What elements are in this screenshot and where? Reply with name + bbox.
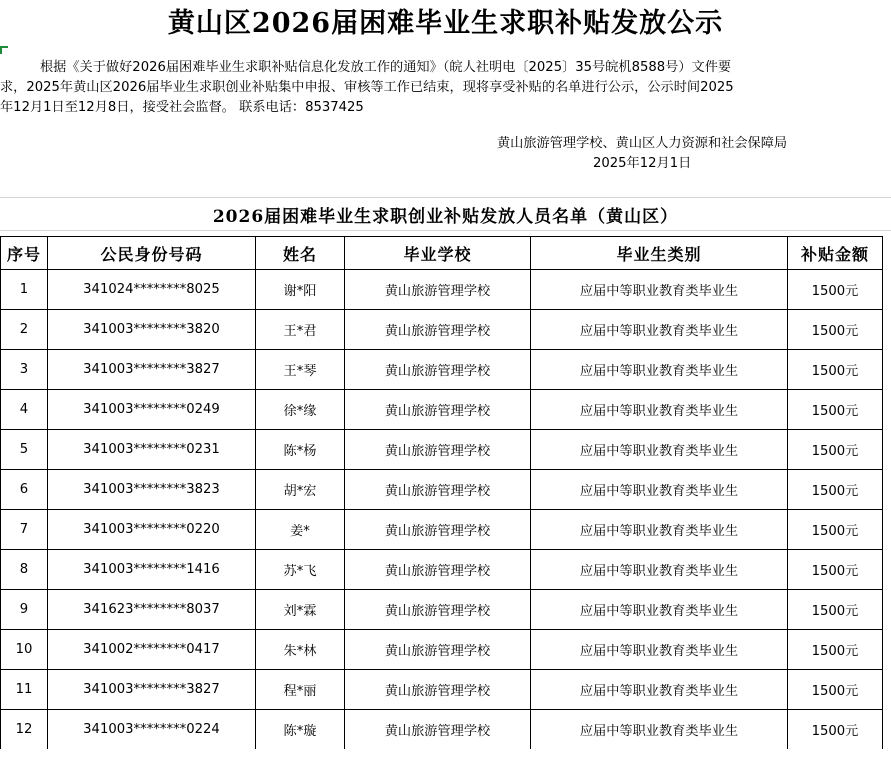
cell-name[interactable]: 苏*飞 [256,550,345,590]
header-school: 毕业学校 [345,237,531,270]
notice-paragraph [0,58,891,118]
page-title: 黄山区2026届困难毕业生求职补贴发放公示 [167,8,724,39]
cell-id-number[interactable]: 341003********1416 [48,550,256,590]
cell-school[interactable]: 黄山旅游管理学校 [345,670,531,710]
cell-id-number[interactable]: 341003********0224 [48,710,256,750]
cell-amount[interactable]: 1500元 [788,430,883,470]
cell-name[interactable]: 姜* [256,510,345,550]
cell-category[interactable]: 应届中等职业教育类毕业生 [531,270,788,310]
header-serial: 序号 [1,237,48,270]
cell-school[interactable]: 黄山旅游管理学校 [345,430,531,470]
notice-line [0,58,891,78]
cell-id-number[interactable]: 341003********3820 [48,310,256,350]
grid-line [0,230,891,231]
cell-amount[interactable]: 1500元 [788,670,883,710]
cell-name[interactable]: 陈*璇 [256,710,345,750]
cell-serial[interactable]: 11 [1,670,48,710]
table-header-row [1,237,883,270]
cell-amount[interactable]: 1500元 [788,270,883,310]
cell-amount[interactable]: 1500元 [788,310,883,350]
cell-id-number[interactable]: 341024********8025 [48,270,256,310]
cell-amount[interactable]: 1500元 [788,350,883,390]
cell-id-number[interactable]: 341003********0231 [48,430,256,470]
notice-line: 求，2025年黄山区2026届毕业生求职创业补贴集中申报、审核等工作已结束，现将享受补贴的名单进行公示，公示时间2025 [0,80,734,95]
notice-line-text: 根据《关于做好2026届困难毕业生求职补贴信息化发放工作的通知》（皖人社明电〔2025〕35号皖机8588号）文件要 [40,60,732,75]
cell-name[interactable]: 朱*林 [256,630,345,670]
table-row [1,430,883,470]
cell-serial[interactable]: 9 [1,590,48,630]
subsidy-table [0,236,883,749]
cell-amount[interactable]: 1500元 [788,510,883,550]
cell-name[interactable]: 徐*缘 [256,390,345,430]
header-id-number: 公民身份号码 [48,237,256,270]
cell-serial[interactable]: 5 [1,430,48,470]
cell-name[interactable]: 王*琴 [256,350,345,390]
cell-serial[interactable]: 2 [1,310,48,350]
table-title: 2026届困难毕业生求职创业补贴发放人员名单（黄山区） [212,207,679,227]
cell-serial[interactable]: 1 [1,270,48,310]
cell-id-number[interactable]: 341623********8037 [48,590,256,630]
cell-category[interactable]: 应届中等职业教育类毕业生 [531,510,788,550]
cell-school[interactable]: 黄山旅游管理学校 [345,630,531,670]
cell-amount[interactable]: 1500元 [788,630,883,670]
cell-amount[interactable]: 1500元 [788,710,883,750]
cell-name[interactable]: 王*君 [256,310,345,350]
table-row [1,390,883,430]
cell-category[interactable]: 应届中等职业教育类毕业生 [531,630,788,670]
cell-amount[interactable]: 1500元 [788,590,883,630]
cell-id-number[interactable]: 341003********3823 [48,470,256,510]
cell-category[interactable]: 应届中等职业教育类毕业生 [531,550,788,590]
header-name: 姓名 [256,237,345,270]
notice-line: 年12月1日至12月8日，接受社会监督。 联系电话：8537425 [0,100,364,115]
cell-error-indicator-icon [0,46,8,54]
cell-category[interactable]: 应届中等职业教育类毕业生 [531,470,788,510]
cell-name[interactable]: 陈*杨 [256,430,345,470]
cell-school[interactable]: 黄山旅游管理学校 [345,590,531,630]
header-category: 毕业生类别 [531,237,788,270]
table-row [1,710,883,750]
cell-category[interactable]: 应届中等职业教育类毕业生 [531,590,788,630]
grid-line [0,197,891,198]
cell-category[interactable]: 应届中等职业教育类毕业生 [531,430,788,470]
cell-name[interactable]: 刘*霖 [256,590,345,630]
header-amount: 补贴金额 [788,237,883,270]
table-row [1,470,883,510]
cell-name[interactable]: 胡*宏 [256,470,345,510]
cell-id-number[interactable]: 341003********3827 [48,350,256,390]
cell-id-number[interactable]: 341003********3827 [48,670,256,710]
cell-category[interactable]: 应届中等职业教育类毕业生 [531,310,788,350]
cell-school[interactable]: 黄山旅游管理学校 [345,270,531,310]
table-row [1,550,883,590]
cell-name[interactable]: 程*丽 [256,670,345,710]
cell-school[interactable]: 黄山旅游管理学校 [345,350,531,390]
table-row [1,630,883,670]
cell-school[interactable]: 黄山旅游管理学校 [345,470,531,510]
cell-school[interactable]: 黄山旅游管理学校 [345,310,531,350]
cell-serial[interactable]: 6 [1,470,48,510]
cell-amount[interactable]: 1500元 [788,550,883,590]
cell-serial[interactable]: 3 [1,350,48,390]
cell-serial[interactable]: 12 [1,710,48,750]
table-row [1,590,883,630]
cell-name[interactable]: 谢*阳 [256,270,345,310]
table-row [1,310,883,350]
cell-serial[interactable]: 8 [1,550,48,590]
cell-school[interactable]: 黄山旅游管理学校 [345,510,531,550]
cell-id-number[interactable]: 341003********0220 [48,510,256,550]
issuer-signature: 黄山旅游管理学校、黄山区人力资源和社会保障局 [497,136,788,151]
table-row [1,670,883,710]
cell-amount[interactable]: 1500元 [788,390,883,430]
table-row [1,510,883,550]
cell-category[interactable]: 应届中等职业教育类毕业生 [531,710,788,750]
cell-serial[interactable]: 10 [1,630,48,670]
cell-school[interactable]: 黄山旅游管理学校 [345,710,531,750]
cell-category[interactable]: 应届中等职业教育类毕业生 [531,390,788,430]
table-row [1,270,883,310]
cell-amount[interactable]: 1500元 [788,470,883,510]
cell-id-number[interactable]: 341002********0417 [48,630,256,670]
cell-school[interactable]: 黄山旅游管理学校 [345,550,531,590]
cell-serial[interactable]: 4 [1,390,48,430]
cell-category[interactable]: 应届中等职业教育类毕业生 [531,350,788,390]
cell-serial[interactable]: 7 [1,510,48,550]
table-row [1,350,883,390]
cell-school[interactable]: 黄山旅游管理学校 [345,390,531,430]
cell-category[interactable]: 应届中等职业教育类毕业生 [531,670,788,710]
issue-date: 2025年12月1日 [593,156,692,171]
cell-id-number[interactable]: 341003********0249 [48,390,256,430]
